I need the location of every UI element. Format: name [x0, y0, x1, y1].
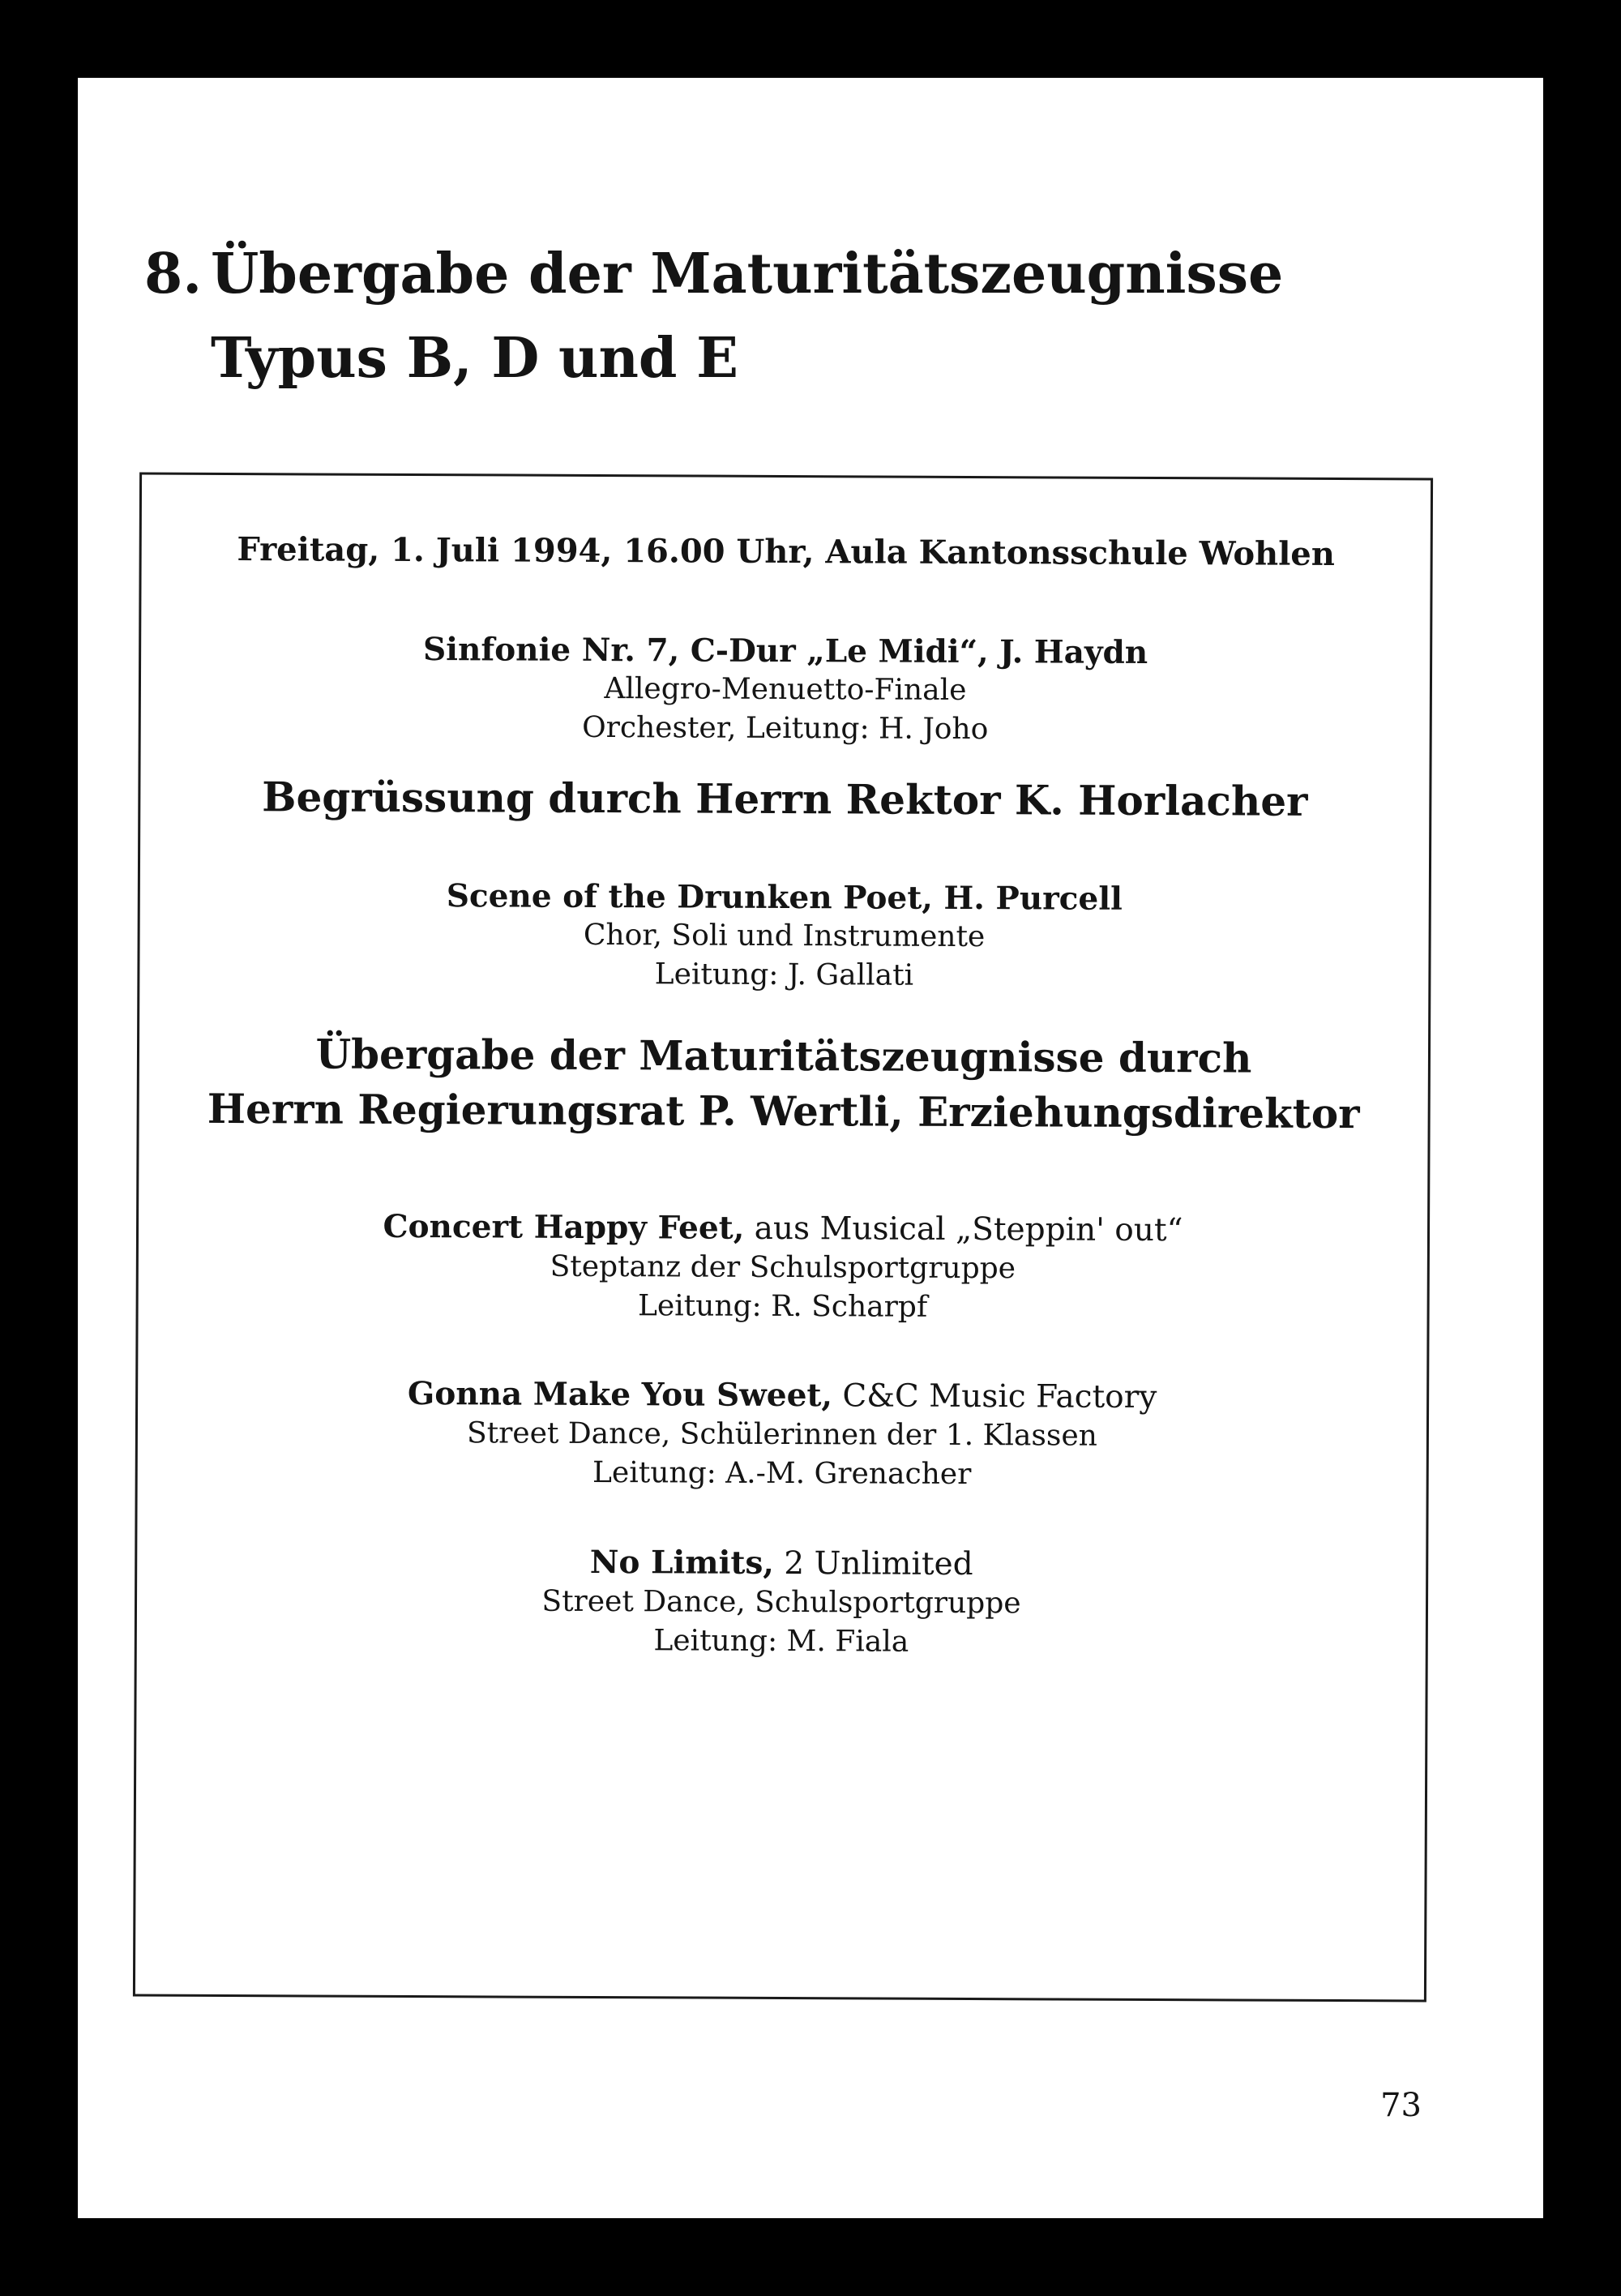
work-detail: Leitung: J. Gallati — [654, 957, 914, 992]
work-title — [137, 1541, 1426, 1587]
work-title: Scene of the Drunken Poet, H. Purcell — [446, 877, 1123, 918]
work-detail: Leitung: A.-M. Grenacher — [592, 1455, 972, 1492]
work-title-bold: Concert Happy Feet, — [383, 1207, 745, 1247]
program-item-happy-feet — [139, 1206, 1428, 1330]
work-detail: Leitung: M. Fiala — [653, 1624, 909, 1659]
speech-line: Übergabe der Maturitätszeugnisse durch — [315, 1030, 1252, 1082]
program-item-greeting — [140, 769, 1429, 830]
page-number: 73 — [1380, 2087, 1422, 2124]
work-detail: Allegro-Menuetto-Finale — [604, 672, 967, 707]
work-title-bold: Gonna Make You Sweet, — [407, 1374, 833, 1415]
work-detail: Steptanz der Schulsportgruppe — [550, 1249, 1016, 1286]
program-item-haydn — [141, 629, 1431, 752]
work-detail: Street Dance, Schülerinnen der 1. Klassen — [466, 1416, 1097, 1453]
work-detail: Chor, Soli und Instrumente — [583, 918, 986, 954]
heading-line-1: Übergabe der Maturitätszeugnisse — [211, 242, 1284, 306]
work-title-bold: No Limits, — [589, 1543, 775, 1582]
program-item-purcell — [139, 876, 1429, 998]
work-detail: Leitung: R. Scharpf — [637, 1289, 928, 1324]
work-title-plain: aus Musical „Steppin' out“ — [744, 1210, 1183, 1249]
work-title-plain: C&C Music Factory — [832, 1377, 1157, 1416]
work-title-plain: 2 Unlimited — [773, 1544, 973, 1583]
heading-line-2: Typus B, D und E — [211, 326, 738, 391]
speech-line: Herrn Regierungsrat P. Wertli, Erziehungsdirektor — [207, 1084, 1360, 1138]
program-box — [133, 473, 1433, 2003]
work-title — [139, 1206, 1427, 1252]
event-info: Freitag, 1. Juli 1994, 16.00 Uhr, Aula Kantonsschule Wohlen — [237, 530, 1335, 573]
speech-line: Begrüssung durch Herrn Rektor K. Horlacher — [262, 773, 1308, 825]
program-item-gonna-make-you-sweet — [138, 1373, 1427, 1497]
section-heading — [144, 232, 1283, 401]
program-item-no-limits — [137, 1541, 1426, 1664]
section-number: 8. — [144, 242, 202, 306]
work-detail: Orchester, Leitung: H. Joho — [582, 710, 989, 747]
work-title — [138, 1373, 1426, 1419]
work-detail: Street Dance, Schulsportgruppe — [541, 1584, 1021, 1621]
work-title: Sinfonie Nr. 7, C-Dur „Le Midi“, J. Haydn — [422, 631, 1148, 671]
program-item-diploma-handover — [139, 1026, 1429, 1142]
document-page — [78, 78, 1543, 2218]
